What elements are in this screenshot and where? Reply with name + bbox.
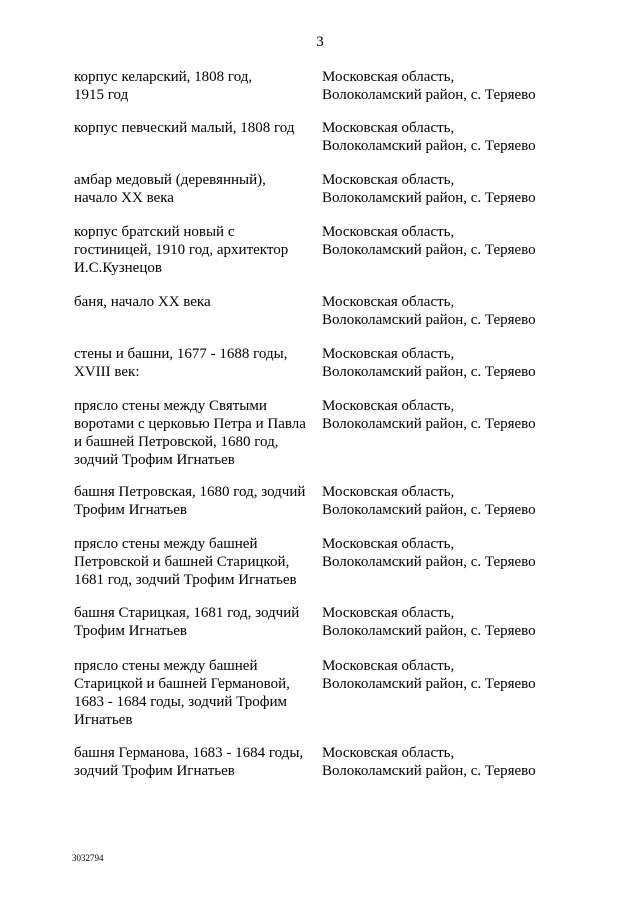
object-location [322,171,622,207]
object-description: прясло стены между Святыми воротами с церковью Петра и Павла и башней Петровской, 1680 год, зодчий Трофим Игнатьев [74,398,306,468]
object-description: башня Германова, 1683 - 1684 годы, зодчий Трофим Игнатьев [74,745,304,779]
object-description: корпус братский новый с гостиницей, 1910 год, архитектор И.С.Кузнецов [74,224,289,276]
location-district: Волоколамский район, с. Теряево [322,416,536,432]
object-location [322,657,622,693]
object-location [322,119,622,155]
object-description: стены и башни, 1677 - 1688 годы, XVIII век: [74,346,288,380]
location-district: Волоколамский район, с. Теряево [322,364,536,380]
object-location [322,535,622,571]
location-region: Московская область, [322,484,455,500]
object-description: корпус певческий малый, 1808 год [74,120,295,136]
location-region: Московская область, [322,294,455,310]
object-location [322,483,622,519]
object-location [322,744,622,780]
location-region: Московская область, [322,605,455,621]
location-district: Волоколамский район, с. Теряево [322,242,536,258]
object-location [322,223,622,259]
object-location [322,68,622,104]
object-description: корпус келарский, 1808 год, 1915 год [74,69,253,103]
location-district: Волоколамский район, с. Теряево [322,312,536,328]
location-district: Волоколамский район, с. Теряево [322,190,536,206]
object-description: баня, начало XX века [74,294,211,310]
location-district: Волоколамский район, с. Теряево [322,676,536,692]
object-description: прясло стены между башней Петровской и башней Старицкой, 1681 год, зодчий Трофим Игнатьев [74,536,297,588]
object-description: прясло стены между башней Старицкой и башней Германовой, 1683 - 1684 годы, зодчий Трофим Игнатьев [74,658,290,728]
location-region: Московская область, [322,346,455,362]
location-district: Волоколамский район, с. Теряево [322,763,536,779]
location-region: Московская область, [322,69,455,85]
location-region: Московская область, [322,224,455,240]
document-code: 3032794 [72,853,104,863]
location-district: Волоколамский район, с. Теряево [322,138,536,154]
page-number: 3 [316,34,324,50]
object-location [322,293,622,329]
location-district: Волоколамский район, с. Теряево [322,623,536,639]
location-region: Московская область, [322,398,455,414]
object-location [322,345,622,381]
location-district: Волоколамский район, с. Теряево [322,87,536,103]
object-location [322,604,622,640]
location-region: Московская область, [322,172,455,188]
object-description: амбар медовый (деревянный), начало XX века [74,172,266,206]
location-region: Московская область, [322,658,455,674]
location-region: Московская область, [322,120,455,136]
location-district: Волоколамский район, с. Теряево [322,502,536,518]
location-district: Волоколамский район, с. Теряево [322,554,536,570]
location-region: Московская область, [322,536,455,552]
object-description: башня Петровская, 1680 год, зодчий Трофим Игнатьев [74,484,306,518]
object-location [322,397,622,433]
location-region: Московская область, [322,745,455,761]
object-description: башня Старицкая, 1681 год, зодчий Трофим Игнатьев [74,605,300,639]
